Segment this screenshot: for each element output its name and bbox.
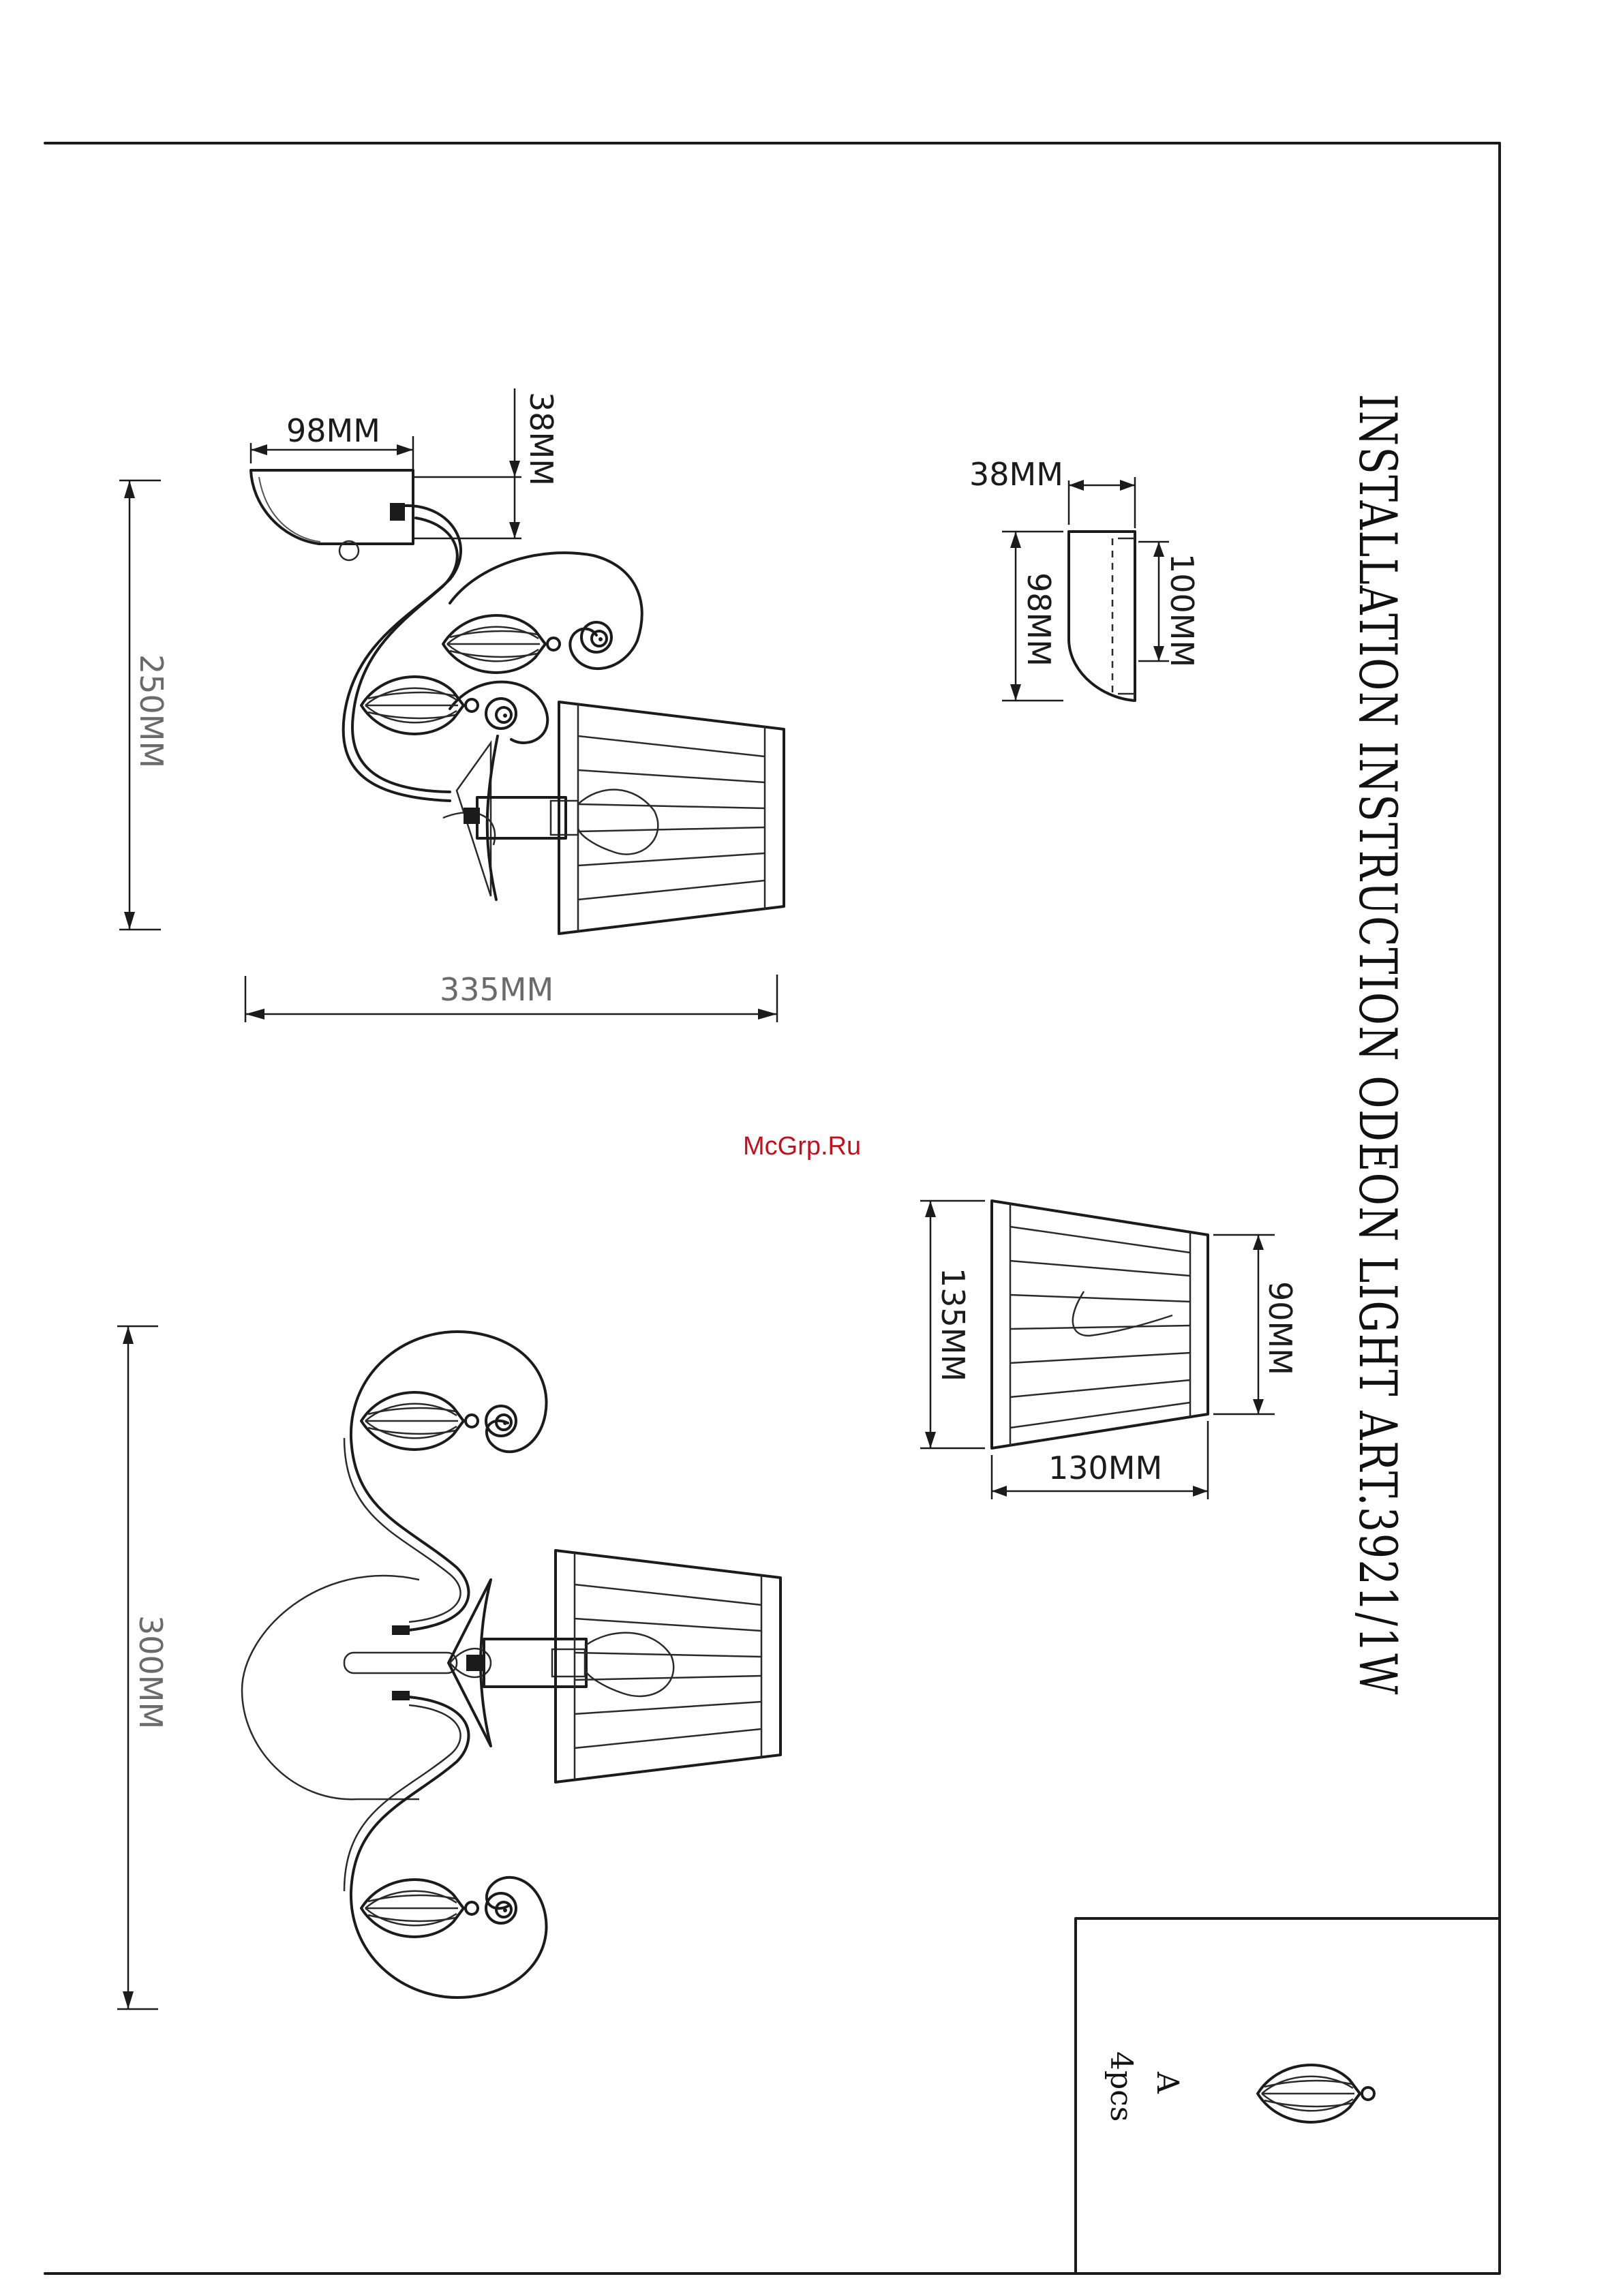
plate-detail [969, 456, 1200, 701]
side-depth-label: 38MM [523, 392, 560, 486]
part-quantity: 4pcs [1104, 2051, 1138, 2122]
lower-arm [351, 1697, 547, 1997]
drawing-title: INSTALLATION INSTRUCTION ODEON LIGHT ART.3921/1W [1348, 394, 1408, 2083]
side-view [251, 470, 784, 934]
shade-profile [992, 1201, 1208, 1448]
wall-plate-outline [251, 470, 413, 544]
main-arm [344, 506, 461, 801]
plate-inner-label: 100MM [1164, 553, 1200, 668]
upper-arm [351, 1332, 547, 1630]
shade-bottom-label: 130MM [1048, 1450, 1163, 1486]
front-height-label: 300MM [132, 1615, 169, 1730]
side-height-label: 250MM [133, 654, 170, 769]
sheet-border [45, 143, 1500, 2274]
side-width-label: 98MM [286, 412, 380, 449]
lower-scroll [450, 682, 547, 743]
side-length-label: 335MM [440, 971, 554, 1008]
shade-height-label: 135MM [935, 1268, 971, 1382]
watermark-text: McGrp.Ru [743, 1132, 862, 1161]
round-backplate [242, 1576, 419, 1799]
shade-detail [920, 1201, 1299, 1499]
front-view [242, 1332, 780, 1997]
front-view-dimensions [117, 1326, 169, 2009]
shade-top-label: 90MM [1262, 1281, 1299, 1375]
parts-box-border [1076, 1918, 1500, 2274]
plate-depth-label: 38MM [969, 456, 1063, 493]
plate-profile [1069, 532, 1135, 701]
parts-box [1104, 2051, 1374, 2122]
upper-scroll [450, 553, 642, 669]
plate-height-label: 98MM [1020, 572, 1057, 667]
part-letter: A [1150, 2072, 1185, 2094]
